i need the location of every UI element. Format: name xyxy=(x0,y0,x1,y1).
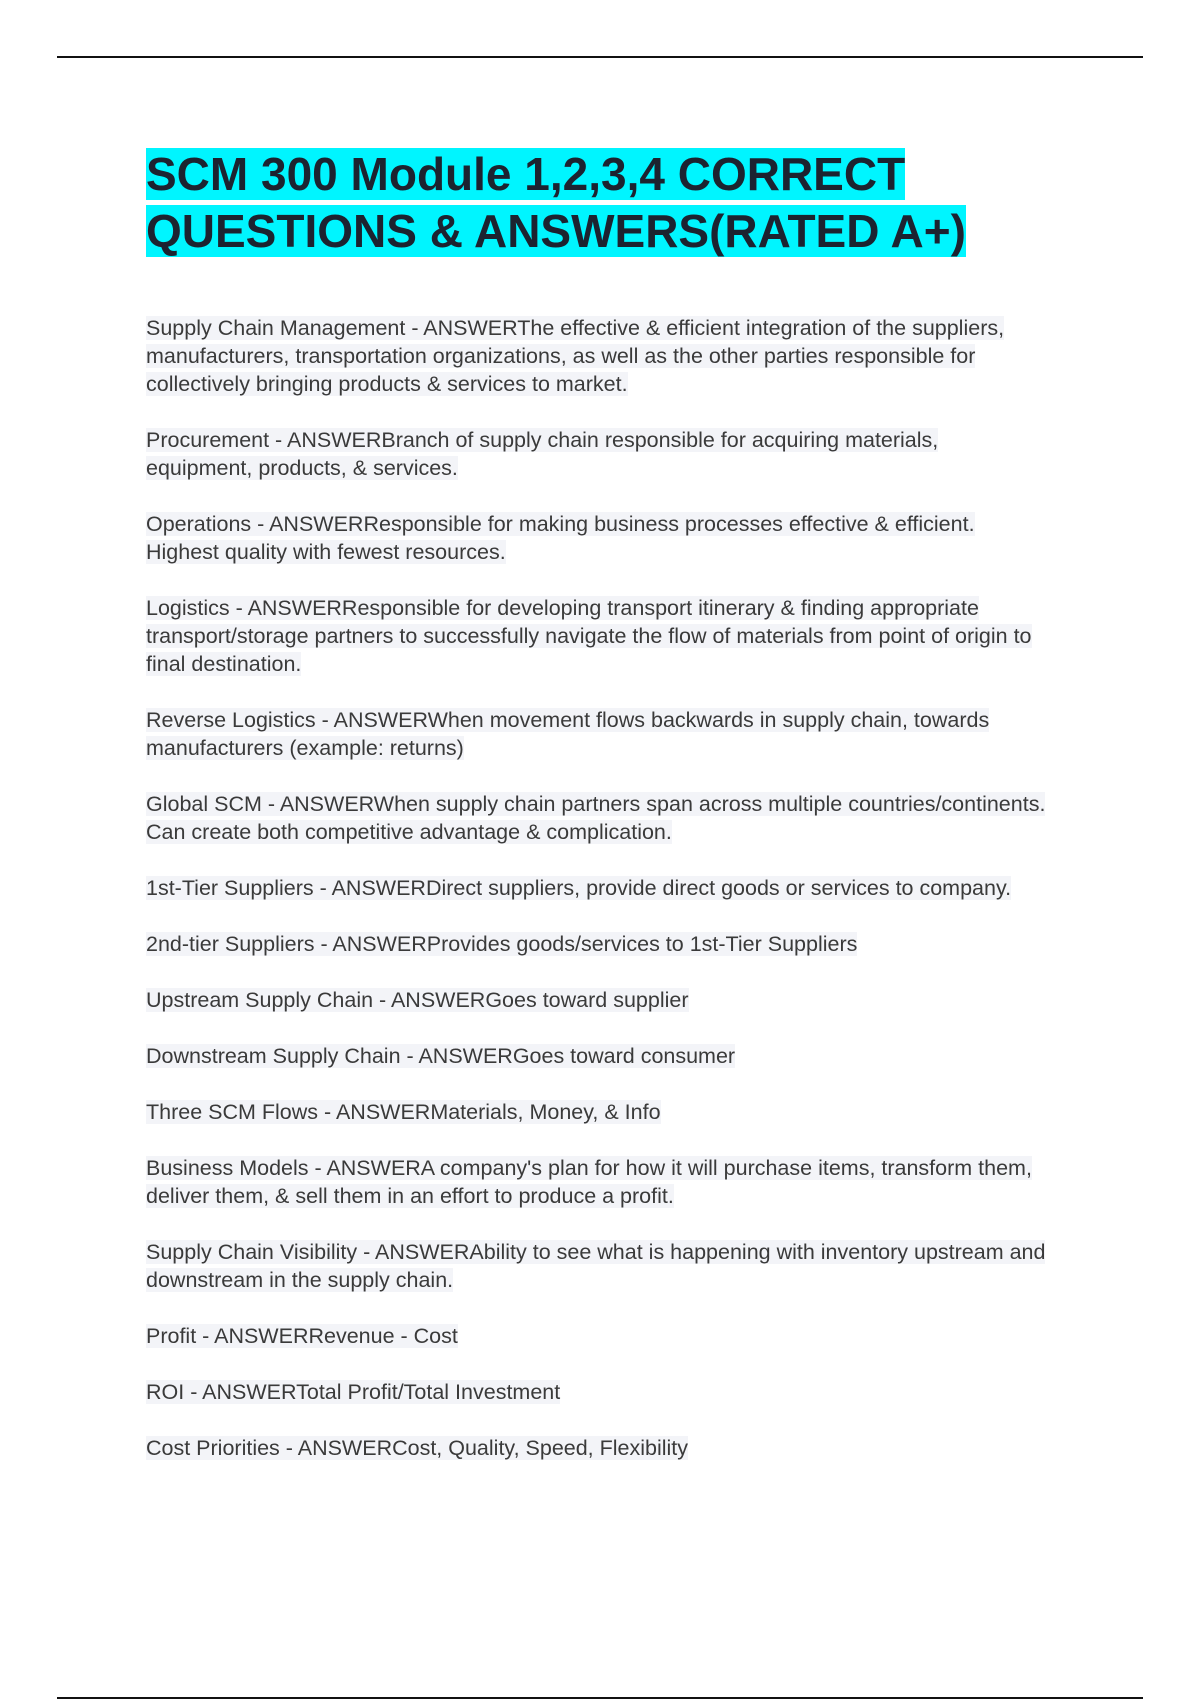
qa-text: Three SCM Flows - ANSWERMaterials, Money, & Info xyxy=(146,1100,661,1124)
document-title xyxy=(146,146,1046,260)
qa-item xyxy=(146,790,1046,846)
qa-item xyxy=(146,1322,1046,1350)
title-line-2: QUESTIONS & ANSWERS(RATED A+) xyxy=(146,205,966,257)
bottom-rule xyxy=(57,1697,1143,1699)
qa-text: Reverse Logistics - ANSWERWhen movement flows backwards in supply chain, towards manufacturers (example: returns) xyxy=(146,708,990,760)
qa-item xyxy=(146,1154,1046,1210)
qa-text: Cost Priorities - ANSWERCost, Quality, Speed, Flexibility xyxy=(146,1436,689,1460)
qa-text: ROI - ANSWERTotal Profit/Total Investment xyxy=(146,1380,561,1404)
qa-item xyxy=(146,594,1046,678)
qa-text: Operations - ANSWERResponsible for making business processes effective & efficient. Highest quality with fewest resources. xyxy=(146,512,975,564)
qa-text: Upstream Supply Chain - ANSWERGoes toward supplier xyxy=(146,988,689,1012)
qa-text: Downstream Supply Chain - ANSWERGoes toward consumer xyxy=(146,1044,736,1068)
qa-item xyxy=(146,706,1046,762)
qa-item xyxy=(146,1238,1046,1294)
qa-text: Supply Chain Visibility - ANSWERAbility to see what is happening with inventory upstream and downstream in the supply chain. xyxy=(146,1240,1046,1292)
qa-list xyxy=(146,314,1046,1462)
qa-item xyxy=(146,426,1046,482)
top-rule xyxy=(57,56,1143,58)
qa-item xyxy=(146,874,1046,902)
qa-item xyxy=(146,930,1046,958)
qa-item xyxy=(146,1098,1046,1126)
document-content xyxy=(146,146,1046,1490)
qa-text: Supply Chain Management - ANSWERThe effective & efficient integration of the suppliers, manufacturers, transportation organizations, as well as the other parties responsible for collectively bringing products & services to market. xyxy=(146,316,1005,396)
qa-item xyxy=(146,510,1046,566)
qa-item xyxy=(146,1042,1046,1070)
qa-text: Business Models - ANSWERA company's plan for how it will purchase items, transform them, deliver them, & sell them in an effort to produce a profit. xyxy=(146,1156,1032,1208)
title-line-1: SCM 300 Module 1,2,3,4 CORRECT xyxy=(146,148,906,200)
qa-item xyxy=(146,986,1046,1014)
qa-text: Procurement - ANSWERBranch of supply chain responsible for acquiring materials, equipment, products, & services. xyxy=(146,428,939,480)
qa-text: 2nd-tier Suppliers - ANSWERProvides goods/services to 1st-Tier Suppliers xyxy=(146,932,858,956)
qa-text: 1st-Tier Suppliers - ANSWERDirect suppliers, provide direct goods or services to company. xyxy=(146,876,1012,900)
qa-text: Logistics - ANSWERResponsible for developing transport itinerary & finding appropriate transport/storage partners to successfully navigate the flow of materials from point of origin to final destination. xyxy=(146,596,1032,676)
qa-text: Profit - ANSWERRevenue - Cost xyxy=(146,1324,458,1348)
qa-item xyxy=(146,1378,1046,1406)
qa-text: Global SCM - ANSWERWhen supply chain partners span across multiple countries/continents. Can create both competitive advantage & complication. xyxy=(146,792,1046,844)
qa-item xyxy=(146,314,1046,398)
qa-item xyxy=(146,1434,1046,1462)
